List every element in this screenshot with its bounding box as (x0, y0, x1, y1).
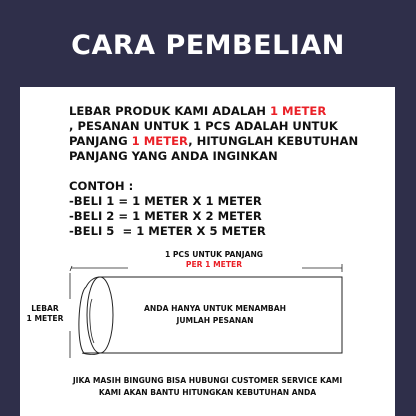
highlight-length: 1 METER (131, 134, 189, 148)
roll-caption: ANDA HANYA UNTUK MENAMBAH JUMLAH PESANAN (144, 304, 286, 325)
contact-note: JIKA MASIH BINGUNG BISA HUBUNGI CUSTOMER SERVICE KAMI KAMI AKAN BANTU HITUNGKAN KEBUTUHAN ANDA (72, 376, 343, 397)
example-item: -BELI 1 = 1 METER X 1 METER (69, 194, 262, 208)
info-line-4: PANJANG YANG ANDA INGINKAN (69, 149, 278, 163)
example-heading: CONTOH : (69, 179, 134, 193)
info-line-3: PANJANG 1 METER, HITUNGLAH KEBUTUHAN (69, 134, 359, 148)
example-item: -BELI 5 = 1 METER X 5 METER (69, 224, 266, 238)
info-card (20, 87, 395, 416)
info-line-1: LEBAR PRODUK KAMI ADALAH 1 METER (69, 104, 327, 118)
example-item: -BELI 2 = 1 METER X 2 METER (69, 209, 262, 223)
page-title: CARA PEMBELIAN (71, 30, 345, 61)
highlight-width: 1 METER (269, 104, 327, 118)
length-label-highlight: PER 1 METER (185, 260, 243, 269)
info-line-2: , PESANAN UNTUK 1 PCS ADALAH UNTUK (69, 119, 338, 133)
length-label: 1 PCS UNTUK PANJANG PER 1 METER (134, 250, 294, 270)
width-label: LEBAR 1 METER (26, 304, 64, 323)
